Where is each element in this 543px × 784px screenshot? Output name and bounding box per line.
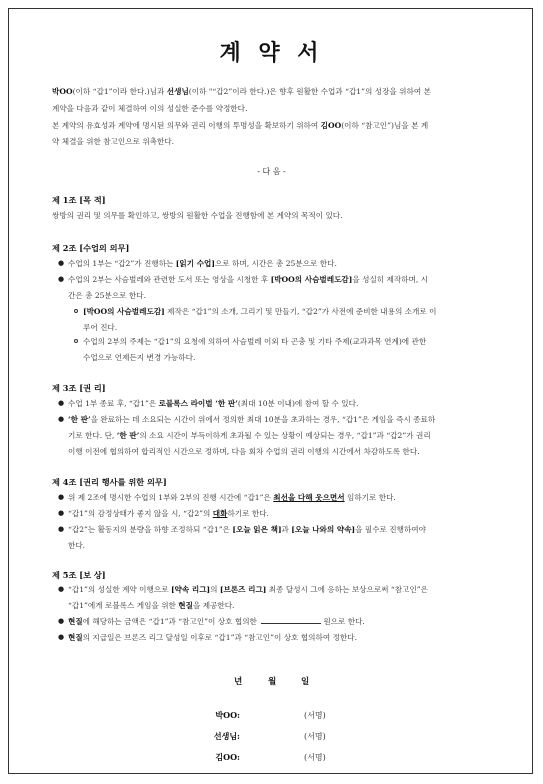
intro-line-2: 계약을 다음과 같이 체결하여 이의 성실한 준수를 약정한다. bbox=[52, 104, 248, 113]
section-separator: - 다 음 - bbox=[257, 167, 286, 176]
bullet-icon: ● bbox=[58, 509, 65, 517]
article-1-text: 쌍방의 권리 및 의무를 확인하고, 쌍방의 원활한 수업을 진행함에 본 계약의 목적이 있다. bbox=[52, 211, 343, 220]
referee-name: 김OO bbox=[320, 121, 342, 130]
article-4-heading: 제 4조 [권리 행사를 위한 의무] bbox=[52, 477, 167, 487]
article-4-item-3-cont: 한다. bbox=[68, 541, 86, 550]
sub-bullet-icon bbox=[74, 309, 78, 313]
signature-field-party-1[interactable]: (서명) bbox=[304, 711, 326, 720]
article-2-sub-item-1-cont: 루어 진다. bbox=[83, 323, 118, 332]
amount-blank[interactable] bbox=[261, 623, 321, 624]
bullet-icon: ● bbox=[58, 259, 65, 267]
bullet-icon: ● bbox=[58, 493, 65, 501]
intro-line-4: 약 체결을 위한 참고인으로 위촉한다. bbox=[52, 137, 175, 146]
signature-field-referee[interactable]: (서명) bbox=[304, 753, 326, 762]
article-4-item-2: “갑1”의 감정상태가 좋지 않을 시, “갑2”의 대화하기로 한다. bbox=[68, 509, 269, 518]
party-2-name: 선생님 bbox=[166, 87, 189, 96]
signature-name-party-2: 선생님: bbox=[213, 731, 240, 741]
bullet-icon: ● bbox=[58, 415, 65, 423]
article-2-item-1: 수업의 1부는 “갑2”가 진행하는 [읽기 수업]으로 하며, 시간은 총 25분으로 한다. bbox=[68, 259, 337, 268]
article-1-heading: 제 1조 [목 적] bbox=[52, 195, 106, 205]
date-day-label: 일 bbox=[301, 677, 310, 687]
document-title: 계 약 서 bbox=[219, 40, 324, 66]
article-5-item-2: 현질에 해당하는 금액은 “갑1”과 “참고인”이 상호 협의한 원으로 한다. bbox=[68, 617, 365, 626]
article-2-sub-item-2-cont: 수업으로 언제든지 변경 가능하다. bbox=[83, 353, 196, 362]
date-month-label: 월 bbox=[268, 677, 277, 687]
signature-field-party-2[interactable]: (서명) bbox=[304, 732, 326, 741]
signature-name-referee: 김OO: bbox=[215, 752, 240, 762]
article-2-heading: 제 2조 [수업의 의무] bbox=[52, 243, 130, 253]
bullet-icon: ● bbox=[58, 617, 65, 625]
article-4-item-3: “갑2”는 활동지의 분량을 하향 조정하되 “갑1”은 [오늘 읽은 책]과 [오늘 나와의 약속]을 필수로 진행하여야 bbox=[68, 525, 426, 534]
article-2-sub-item-1: [박OO의 사슴벌레도감] 제작은 “갑1”의 소개, 그리기 및 만들기, “갑2”가 사전에 준비한 내용의 소개로 이 bbox=[83, 307, 437, 316]
signature-name-party-1: 박OO: bbox=[215, 710, 240, 720]
bullet-icon: ● bbox=[58, 275, 65, 283]
article-5-item-3: 현질의 지급일은 브론즈 리그 달성일 이후로 “갑1”과 “참고인”이 상호 협의하여 정한다. bbox=[68, 633, 357, 642]
party-1-name: 박OO bbox=[52, 87, 73, 96]
article-5-heading: 제 5조 [보 상] bbox=[52, 570, 106, 580]
bullet-icon: ● bbox=[58, 633, 65, 641]
article-3-heading: 제 3조 [권 리] bbox=[52, 383, 106, 393]
bullet-icon: ● bbox=[58, 399, 65, 407]
sub-bullet-icon bbox=[74, 339, 78, 343]
article-2-item-2-cont: 간은 총 25분으로 한다. bbox=[68, 291, 147, 300]
article-5-item-1: “갑1”의 성실한 계약 이행으로 [약속 리그]의 [브론즈 리그] 최종 달성시 그에 응하는 보상으로써 “참고인”은 bbox=[68, 585, 429, 594]
article-3-item-2-cont-1: 기로 한다. 단, ‘한 판’의 소요 시간이 부득이하게 초과될 수 있는 상황이 예상되는 경우, “갑1”과 “갑2”가 권리 bbox=[68, 431, 431, 440]
article-2-sub-item-2: 수업의 2부의 주제는 “갑1”의 요청에 의하여 사슴벌레 이외 타 곤충 및 기타 주제(교과과목 연계)에 관한 bbox=[83, 337, 427, 346]
article-4-item-1: 위 제 2조에 명시한 수업의 1부와 2부의 진행 시간에 “갑1”은 최선을 다해 웃으면서 임하기로 한다. bbox=[68, 493, 396, 502]
article-3-item-2-cont-2: 이행 이전에 협의하여 합리적인 시간으로 정하며, 다음 회차 수업의 권리 이행의 시간에서 차감하도록 한다. bbox=[68, 447, 420, 456]
article-5-item-1-cont: “갑1”에게 로블록스 게임을 위한 현질을 제공한다. bbox=[68, 601, 235, 610]
article-2-item-2: 수업의 2부는 사슴벌레와 관련한 도서 또는 영상을 시청한 후 [박OO의 사슴벌레도감]을 성실히 제작하며, 시 bbox=[68, 275, 429, 284]
date-year-label: 년 bbox=[234, 677, 243, 687]
intro-line-3: 본 계약의 유효성과 계약에 명시된 의무와 권리 이행의 투명성을 확보하기 위하여 김OO(이하 “참고인”)님을 본 계 bbox=[52, 121, 429, 130]
article-3-item-2: ‘한 판’을 완료하는 데 소요되는 시간이 위에서 정의한 최대 10분을 초과하는 경우, “갑1”은 게임을 즉시 종료하 bbox=[68, 415, 436, 424]
bullet-icon: ● bbox=[58, 525, 65, 533]
bullet-icon: ● bbox=[58, 585, 65, 593]
intro-line-1: 박OO(이하 “갑1”이라 한다.)님과 선생님(이하 "“갑2”이라 한다.)은 향후 원활한 수업과 “갑1”의 성장을 위하여 본 bbox=[52, 87, 431, 96]
article-3-item-1: 수업 1부 종료 후, “갑1”은 로블록스 라이벌 ‘한 판’(최대 10분 이내)에 참여 할 수 있다. bbox=[68, 399, 359, 408]
